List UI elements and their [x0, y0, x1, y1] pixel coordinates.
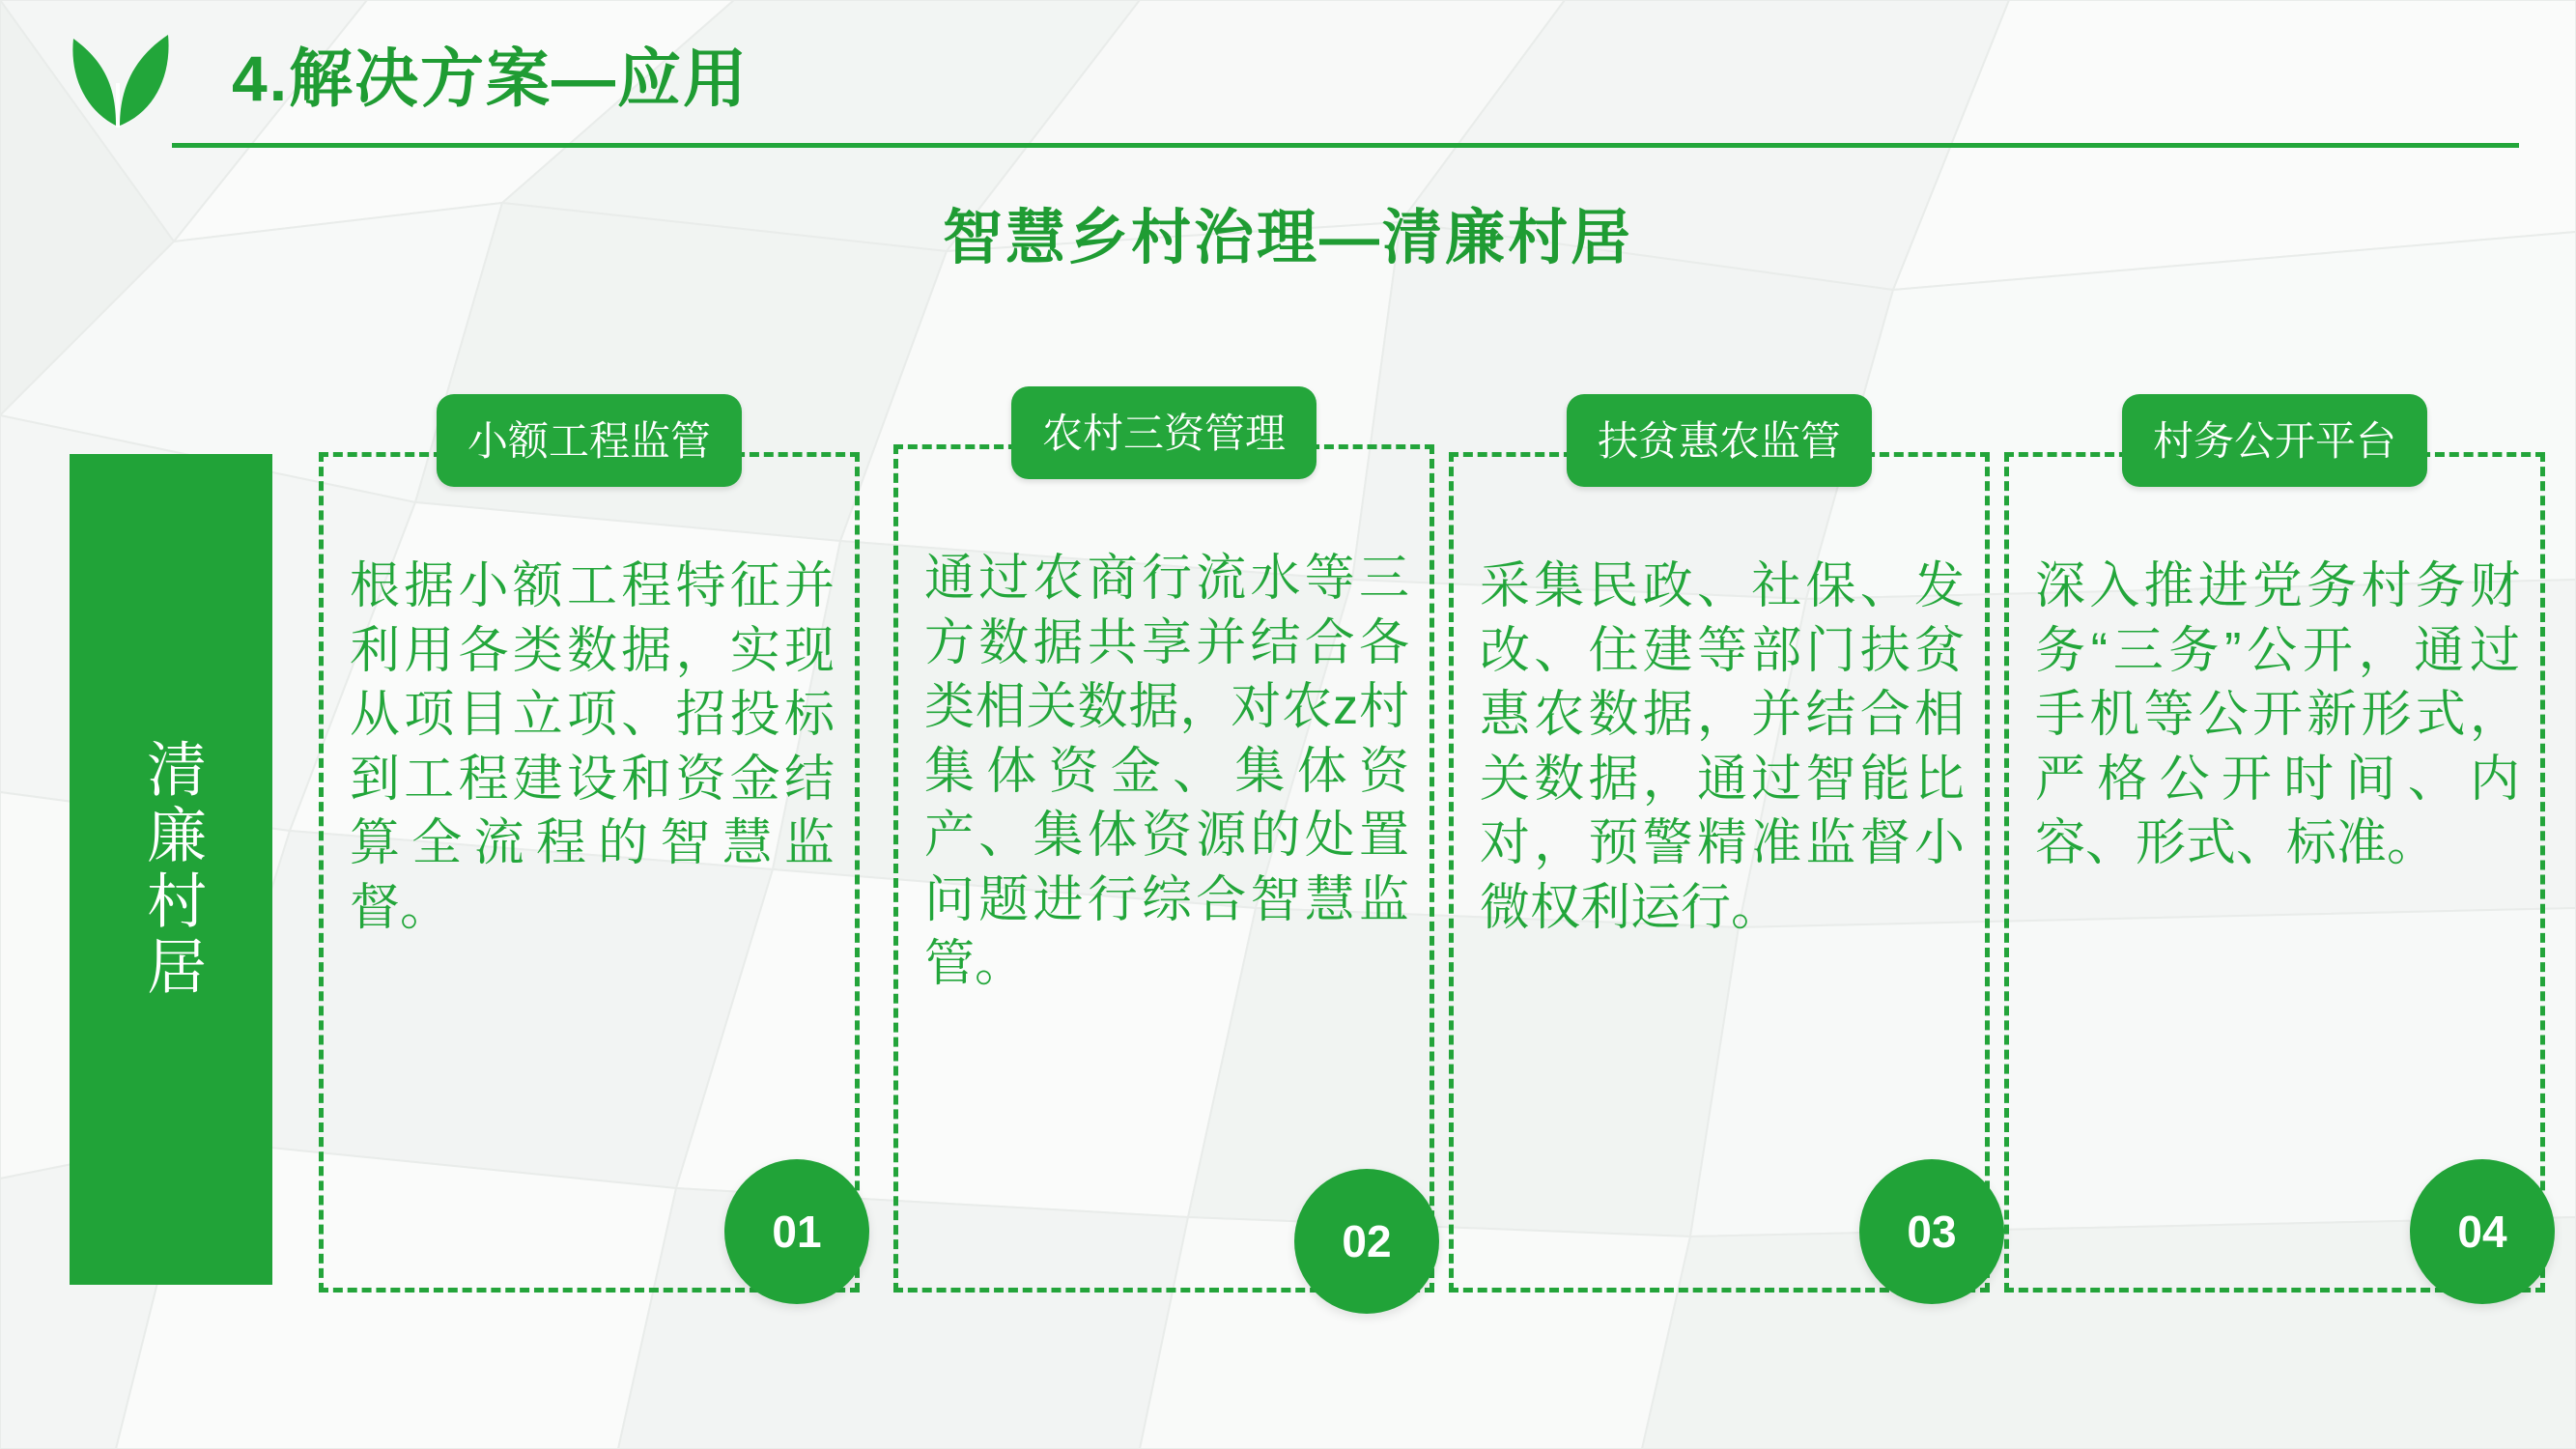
main-title: 智慧乡村治理—清廉村居: [942, 205, 1633, 271]
step-badge-3: 03: [1859, 1159, 2004, 1304]
slide-header: [0, 0, 2576, 155]
header-divider: [172, 143, 2519, 148]
step-badge-1: 01: [724, 1159, 869, 1304]
page-title: 4.解决方案—应用: [232, 43, 750, 114]
left-vertical-label-text: 清廉村居: [137, 738, 205, 1001]
leaf-icon: [60, 25, 176, 131]
column-text-2: 通过农商行流水等三方数据共享并结合各类相关数据，对农z村集体资金、集体资产、集体资源的处置问题进行综合智慧监管。: [924, 551, 1409, 993]
column-text-1: 根据小额工程特征并利用各类数据，实现从项目立项、招投标到工程建设和资金结算全流程的智慧监督。: [350, 558, 835, 936]
column-chip-2[interactable]: 农村三资管理: [1011, 386, 1316, 479]
content-column-2[interactable]: [893, 411, 1434, 1293]
column-chip-3[interactable]: 扶贫惠农监管: [1567, 394, 1872, 487]
step-badge-2: 02: [1294, 1169, 1439, 1314]
column-text-4: 深入推进党务村务财务“三务”公开，通过手机等公开新形式，严格公开时间、内容、形式、标准。: [2035, 558, 2520, 872]
column-chip-4[interactable]: 村务公开平台: [2122, 394, 2427, 487]
step-badge-4: 04: [2410, 1159, 2555, 1304]
column-text-3: 采集民政、社保、发改、住建等部门扶贫惠农数据，并结合相关数据，通过智能比对，预警精准监督小微权利运行。: [1480, 558, 1965, 936]
column-chip-1[interactable]: 小额工程监管: [437, 394, 742, 487]
left-vertical-label: [70, 454, 272, 1285]
